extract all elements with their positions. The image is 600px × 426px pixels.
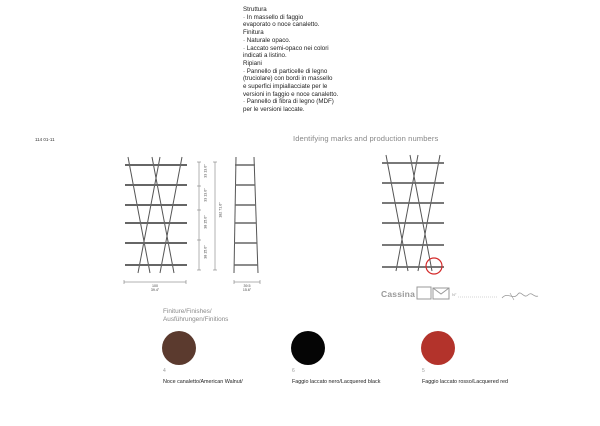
shelf-gap-label: 38 15.0" xyxy=(203,245,208,259)
signature-mark xyxy=(458,289,540,303)
spec-line: evaporato o noce canaletto. xyxy=(243,21,320,29)
side-view-drawing xyxy=(230,155,262,277)
shelf-gap-dimension-line xyxy=(196,160,202,272)
finish-code: 4 xyxy=(163,368,166,374)
front-view-drawing xyxy=(120,155,192,277)
spec-line: · In massello di faggio xyxy=(243,13,304,21)
envelope-mark-icon xyxy=(416,285,450,301)
serial-number-label: N° xyxy=(452,292,457,297)
swatch-black xyxy=(291,331,325,365)
swatch-walnut xyxy=(162,331,196,365)
total-height-dimension-line xyxy=(212,160,218,272)
spec-line: per le versioni laccate. xyxy=(243,106,305,114)
spec-line: · Laccato semi-opaco nei colori xyxy=(243,44,329,52)
spec-line: Finitura xyxy=(243,29,264,37)
swatch-red xyxy=(421,331,455,365)
spec-line: indicati a listino. xyxy=(243,52,287,60)
spec-line: (truciolare) con bordi in massello xyxy=(243,75,333,83)
finish-name: Noce canaletto/American Walnut/ xyxy=(163,379,243,385)
spec-line: · Pannello di particelle di legno xyxy=(243,67,328,75)
shelf-gap-label: 33 13.0" xyxy=(203,164,208,178)
specification-text xyxy=(243,6,338,114)
total-height-label: 182 71.6" xyxy=(218,202,223,218)
spec-line: versioni in faggio e noce canaletto. xyxy=(243,90,339,98)
spec-line: Ripiani xyxy=(243,59,262,67)
spec-line: · Pannello di fibra di legno (MDF) xyxy=(243,98,334,106)
finish-code: 5 xyxy=(422,368,425,374)
side-depth-label: 39.5 15.6" xyxy=(242,284,252,293)
identifying-marks-drawing xyxy=(376,153,452,279)
marks-title: Identifying marks and production numbers xyxy=(293,134,439,143)
page-code: 114 01-11 xyxy=(35,137,55,142)
finish-code: 6 xyxy=(292,368,295,374)
spec-line: · Naturale opaco. xyxy=(243,36,291,44)
finish-name: Faggio laccato nero/Lacquered black xyxy=(292,379,381,385)
finishes-title: Finiture/Finishes/ Ausführungen/Finitions xyxy=(163,308,229,324)
front-width-label: 100 39.4" xyxy=(150,284,160,293)
spec-line: Struttura xyxy=(243,6,267,13)
shelf-gap-label: 33 13.0" xyxy=(203,188,208,202)
shelf-gap-label: 38 15.0" xyxy=(203,215,208,229)
brand-logo: Cassina xyxy=(381,289,416,299)
finish-name: Faggio laccato rosso/Lacquered red xyxy=(422,379,509,385)
mark-highlight-circle xyxy=(426,258,442,274)
spec-line: e superfici impiallacciate per le xyxy=(243,83,328,91)
